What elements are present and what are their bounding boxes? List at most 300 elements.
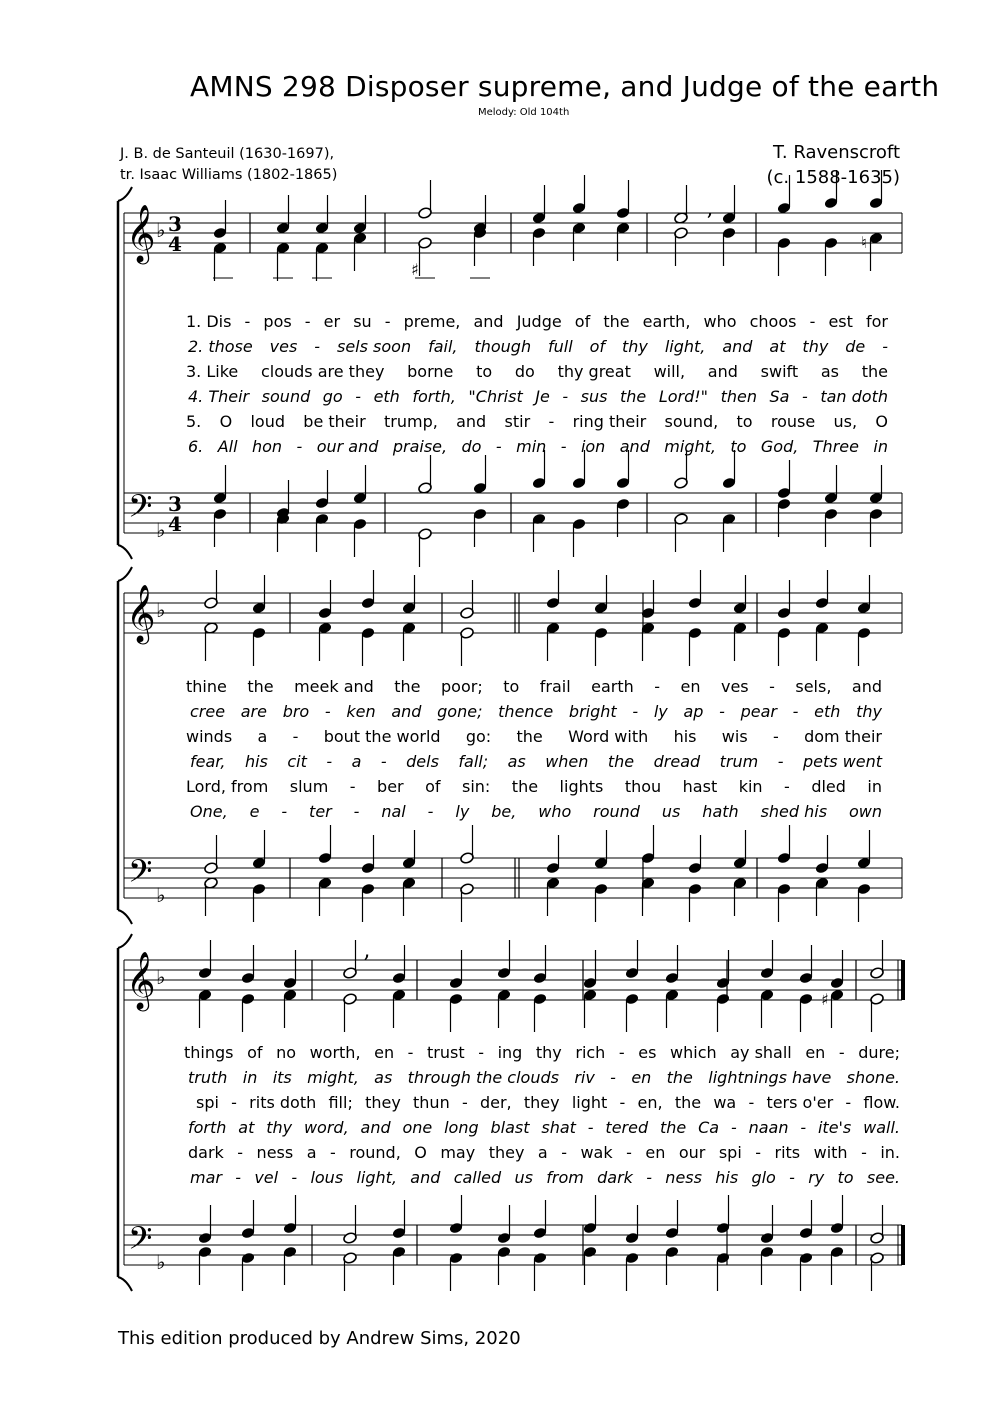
edition-footer: This edition produced by Andrew Sims, 2020 (118, 1328, 521, 1349)
lyric-syllable: be, (491, 802, 517, 821)
lyric-syllable: flow. (863, 1093, 900, 1112)
lyric-syllable: - (646, 1168, 652, 1187)
system-2-bracket-top (118, 567, 132, 581)
lyric-syllable: eth (814, 702, 841, 721)
lyric-syllable: - (800, 1118, 807, 1137)
system-3-bass-clef-icon: 𝄢 (128, 1220, 153, 1264)
lyric-syllable: God, (760, 437, 799, 456)
lyric-syllable: sound (261, 387, 311, 406)
lyric-syllable: sels, (795, 677, 832, 696)
lyric-syllable: light, (356, 1168, 397, 1187)
lyric-syllable: ness (665, 1168, 702, 1187)
lyric-syllable: light (571, 1093, 608, 1112)
lyric-syllable: - (784, 777, 790, 796)
lyric-syllable: wa (713, 1093, 737, 1112)
lyric-syllable: - (792, 702, 799, 721)
lyric-syllable: thence (498, 702, 554, 721)
lyric-syllable: cit (287, 752, 307, 771)
lyric-syllable: - (772, 727, 779, 746)
lyric-syllable: glo (751, 1168, 776, 1187)
lyric-syllable: - (882, 337, 888, 356)
lyric-syllable: wall. (863, 1118, 900, 1137)
lyric-syllable: his (673, 727, 697, 746)
lyric-syllable: pear (740, 702, 777, 721)
lyric-syllable: - (809, 312, 816, 331)
lyric-syllable: Ca (698, 1118, 720, 1137)
lyric-syllable: ite's (817, 1118, 852, 1137)
lyric-syllable: lous (310, 1168, 344, 1187)
lyric-syllable: - (329, 1143, 336, 1162)
lyric-syllable: are (240, 702, 267, 721)
lyric-syllable: - (355, 387, 362, 406)
lyric-syllable: - (384, 312, 391, 331)
lyric-syllable: 1. Dis (186, 312, 232, 331)
lyric-syllable: and (473, 312, 504, 331)
lyric-syllable: thy (802, 337, 829, 356)
lyric-syllable: when (545, 752, 589, 771)
system-2-bracket-bottom (118, 910, 132, 924)
system-3-bass-final-thick (901, 1225, 905, 1265)
lyric-syllable: shat (541, 1118, 576, 1137)
lyric-syllable: sound, (664, 412, 719, 431)
lyric-syllable: his (244, 752, 268, 771)
natural-icon: ♮ (861, 233, 867, 252)
lyric-syllable: - (495, 437, 502, 456)
lyric-syllable: frail (539, 677, 571, 696)
lyric-syllable: our and (316, 437, 379, 456)
lyric-syllable: worth, (309, 1043, 361, 1062)
lyric-syllable: en (631, 1068, 652, 1087)
system-1-bracket-top (118, 187, 132, 201)
lyric-syllable: en, (637, 1093, 663, 1112)
system-1-treble-key-flat-icon: ♭ (156, 218, 166, 242)
lyric-syllable: 4. Their (188, 387, 250, 406)
system-2-bass-clef-icon: 𝄢 (128, 853, 153, 897)
lyric-syllable: Sa (769, 387, 790, 406)
lyric-syllable: will, (653, 362, 686, 381)
lyric-syllable: - (304, 312, 311, 331)
lyric-syllable: - (777, 752, 784, 771)
lyric-syllable: his (715, 1168, 739, 1187)
lyric-syllable: - (619, 1093, 626, 1112)
lyric-syllable: dels (406, 752, 439, 771)
lyric-syllable: the (394, 677, 421, 696)
lyric-syllable: word, (303, 1118, 349, 1137)
lyric-syllable: - (654, 677, 661, 696)
lyric-syllable: and (391, 702, 422, 721)
lyric-syllable: its (272, 1068, 292, 1087)
lyric-syllable: blast (490, 1118, 530, 1137)
lyric-syllable: er (323, 312, 341, 331)
lyric-syllable: pets went (802, 752, 882, 771)
lyric-syllable: do (461, 437, 482, 456)
lyric-syllable: and (722, 337, 753, 356)
lyric-syllable: - (353, 802, 360, 821)
lyric-syllable: the (861, 362, 888, 381)
lyric-syllable: us (514, 1168, 533, 1187)
lyric-syllable: may (440, 1143, 476, 1162)
lyric-syllable: hast (682, 777, 718, 796)
lyric-syllable: might, (664, 437, 716, 456)
lyric-syllable: in. (880, 1143, 900, 1162)
lyric-syllable: do (514, 362, 535, 381)
breath-mark-icon: ’ (706, 210, 713, 235)
lyric-syllable: though (474, 337, 532, 356)
lyric-syllable: 3. Like (186, 362, 239, 381)
lyric-syllable: ness (256, 1143, 294, 1162)
lyric-syllable: truth (188, 1068, 228, 1087)
lyric-syllable: - (324, 702, 331, 721)
lyric-syllable: ters o'er (766, 1093, 834, 1112)
system-1-bass-clef-icon: 𝄢 (128, 488, 153, 532)
lyric-syllable: pos (263, 312, 292, 331)
lyric-syllable: the (674, 1093, 702, 1112)
lyric-syllable: "Christ (468, 387, 523, 406)
lyric-syllable: a (351, 752, 362, 771)
lyric-syllable: 2. those (188, 337, 253, 356)
lyric-syllable: en (645, 1143, 666, 1162)
lyric-syllable: Lord!" (658, 387, 709, 406)
lyric-syllable: ly (455, 802, 470, 821)
lyric-syllable: thine (186, 677, 227, 696)
lyric-syllable: bout the world (323, 727, 441, 746)
lyric-syllable: swift (760, 362, 799, 381)
lyric-syllable: no (276, 1043, 296, 1062)
lyric-syllable: fear, (190, 752, 226, 771)
lyric-syllable: vel (254, 1168, 279, 1187)
lyric-syllable: of (425, 777, 441, 796)
lyric-syllable: sin: (462, 777, 491, 796)
lyric-syllable: light, (664, 337, 706, 356)
lyric-syllable: with (813, 1143, 848, 1162)
lyric-syllable: tan doth (820, 387, 888, 406)
lyric-syllable: thy (535, 1043, 562, 1062)
lyric-syllable: sus (580, 387, 608, 406)
lyric-syllable: might, (307, 1068, 359, 1087)
system-3-bracket-bottom (118, 1277, 132, 1291)
lyric-syllable: and (851, 677, 882, 696)
lyric-syllable: and (707, 362, 738, 381)
lyric-syllable: - (730, 1118, 737, 1137)
lyric-syllable: as (507, 752, 526, 771)
lyric-syllable: borne (407, 362, 454, 381)
lyric-syllable: One, (190, 802, 228, 821)
lyric-syllable: to (736, 412, 753, 431)
lyric-syllable: rouse (770, 412, 816, 431)
lyric-syllable: min (516, 437, 547, 456)
lyric-syllable: - (235, 1168, 242, 1187)
lyric-syllable: to (730, 437, 747, 456)
lyric-syllable: der, (479, 1093, 512, 1112)
lyric-syllable: clouds are they (260, 362, 385, 381)
lyric-syllable: they (488, 1143, 525, 1162)
hymn-title: AMNS 298 Disposer supreme, and Judge of the earth (190, 70, 940, 103)
lyric-syllable: riv (574, 1068, 595, 1087)
lyric-syllable: our (678, 1143, 706, 1162)
lyric-syllable: slum (289, 777, 329, 796)
lyric-syllable: the (516, 727, 543, 746)
lyric-syllable: in (867, 777, 882, 796)
system-2-bass-key-flat-icon: ♭ (156, 883, 166, 907)
lyric-syllable: All (217, 437, 238, 456)
lyric-syllable: one (402, 1118, 433, 1137)
lyric-syllable: spi (196, 1093, 219, 1112)
lyric-syllable: through the clouds (407, 1068, 559, 1087)
lyric-syllable: and (410, 1168, 441, 1187)
lyric-syllable: the (620, 387, 647, 406)
lyric-syllable: to (503, 677, 520, 696)
lyric-syllable: - (244, 312, 251, 331)
system-3-bass-key-flat-icon: ♭ (156, 1250, 166, 1274)
lyric-syllable: ay shall (730, 1043, 792, 1062)
lyric-syllable: naan (748, 1118, 789, 1137)
melody-name: Melody: Old 104th (478, 107, 570, 118)
lyric-syllable: Je (535, 387, 550, 406)
lyric-syllable: at (769, 337, 786, 356)
lyric-syllable: thun (413, 1093, 450, 1112)
lyric-syllable: hon (251, 437, 283, 456)
lyric-syllable: as (374, 1068, 393, 1087)
lyric-syllable: hath (702, 802, 739, 821)
lyric-syllable: O (414, 1143, 427, 1162)
lyric-syllable: - (314, 337, 321, 356)
lyric-syllable: - (769, 677, 775, 696)
lyric-syllable: rich (575, 1043, 606, 1062)
lyric-syllable: es (638, 1043, 657, 1062)
lyric-syllable: who (538, 802, 572, 821)
lyric-syllable: the (607, 752, 635, 771)
system-1-bass-key-flat-icon: ♭ (156, 518, 166, 542)
lyric-syllable: full (548, 337, 573, 356)
lyric-syllable: - (561, 1143, 567, 1162)
lyric-syllable: us (661, 802, 681, 821)
lyric-syllable: - (802, 387, 808, 406)
lyric-syllable: dark (188, 1143, 224, 1162)
lyric-syllable: of (574, 312, 591, 331)
lyric-syllable: - (548, 412, 555, 431)
lyric-syllable: rits (774, 1143, 801, 1162)
system-1-treble-clef-icon: 𝄞 (126, 204, 156, 262)
lyric-syllable: shed his (760, 802, 828, 821)
lyric-syllable: stir (504, 412, 531, 431)
lyric-syllable: poor; (441, 677, 483, 696)
lyric-syllable: long (444, 1118, 479, 1137)
lyric-syllable: loud (250, 412, 285, 431)
lyric-syllable: trump, (383, 412, 438, 431)
lyric-syllable: a (257, 727, 268, 746)
lyric-syllable: preme, (403, 312, 461, 331)
lyric-syllable: thou (624, 777, 662, 796)
lyric-syllable: - (296, 437, 303, 456)
lyric-syllable: sels soon (337, 337, 412, 356)
lyric-syllable: dom their (804, 727, 882, 746)
lyric-syllable: wis (721, 727, 748, 746)
lyric-syllable: - (237, 1143, 244, 1162)
lyric-syllable: lightnings have (708, 1068, 832, 1087)
lyric-syllable: - (838, 1043, 845, 1062)
lyric-syllable: en (680, 677, 701, 696)
lyric-syllable: in (242, 1068, 258, 1087)
lyric-syllable: trum (719, 752, 759, 771)
lyric-syllable: and (360, 1118, 391, 1137)
lyric-syllable: the (666, 1068, 693, 1087)
system-2-treble-clef-icon: 𝄞 (126, 584, 156, 642)
lyric-syllable: bro (282, 702, 310, 721)
lyric-syllable: ion (580, 437, 606, 456)
lyric-syllable: of (247, 1043, 263, 1062)
lyric-syllable: - (562, 387, 569, 406)
lyric-syllable: things (184, 1043, 234, 1062)
lyric-syllable: gone; (437, 702, 483, 721)
lyric-syllable: winds (186, 727, 233, 746)
lyric-syllable: - (861, 1143, 867, 1162)
lyric-syllable: - (292, 727, 299, 746)
lyric-syllable: the (247, 677, 274, 696)
lyric-syllable: from (546, 1168, 584, 1187)
system-1-treble-time-top: 3 (168, 212, 182, 236)
lyric-syllable: - (587, 1118, 594, 1137)
lyric-syllable: mar (190, 1168, 222, 1187)
lyric-syllable: shone. (846, 1068, 900, 1087)
lyric-syllable: dread (653, 752, 701, 771)
lyric-syllable: - (461, 1093, 468, 1112)
sharp-icon: ♯ (821, 990, 829, 1009)
lyric-syllable: dled (811, 777, 846, 796)
system-1-bass-time-bottom: 4 (168, 512, 182, 536)
lyric-syllable: de (845, 337, 866, 356)
lyric-syllable: a (537, 1143, 548, 1162)
lyric-syllable: O (875, 412, 888, 431)
lyric-syllable: of (589, 337, 606, 356)
lyric-syllable: called (453, 1168, 502, 1187)
lyric-syllable: ly (653, 702, 668, 721)
lyric-syllable: be their (303, 412, 366, 431)
lyric-syllable: a (306, 1143, 317, 1162)
lyric-syllable: to (837, 1168, 854, 1187)
lyric-syllable: dure; (858, 1043, 900, 1062)
lyric-syllable: the (511, 777, 539, 796)
lyric-syllable: see. (866, 1168, 900, 1187)
system-1-bass-time-top: 3 (168, 492, 182, 516)
lyric-syllable: lights (559, 777, 604, 796)
lyric-syllable: ber (377, 777, 404, 796)
lyric-syllable: to (476, 362, 493, 381)
lyric-syllable: thy (856, 702, 882, 721)
system-3-treble-key-flat-icon: ♭ (156, 965, 166, 989)
lyric-syllable: - (291, 1168, 298, 1187)
words-credit-translator: tr. Isaac Williams (1802-1865) (120, 167, 338, 183)
lyric-syllable: which (670, 1043, 717, 1062)
lyric-syllable: tered (605, 1118, 649, 1137)
lyric-syllable: earth (591, 677, 634, 696)
lyric-syllable: praise, (392, 437, 448, 456)
lyric-syllable: - (789, 1168, 795, 1187)
lyric-syllable: en (374, 1043, 395, 1062)
lyric-syllable: wak (580, 1143, 613, 1162)
lyric-syllable: they (365, 1093, 401, 1112)
lyric-syllable: forth (188, 1118, 227, 1137)
lyric-syllable: who (703, 312, 737, 331)
lyric-syllable: kin (738, 777, 763, 796)
lyric-syllable: - (380, 752, 387, 771)
lyric-syllable: - (755, 1143, 762, 1162)
system-1-treble-time-bottom: 4 (168, 232, 182, 256)
lyric-syllable: forth, (412, 387, 456, 406)
lyric-syllable: - (719, 702, 725, 721)
lyric-syllable: - (407, 1043, 414, 1062)
lyric-syllable: est (828, 312, 853, 331)
system-3-treble-clef-icon: 𝄞 (126, 951, 156, 1009)
lyric-syllable: Three (812, 437, 859, 456)
lyric-syllable: fail, (428, 337, 458, 356)
lyric-syllable: fill; (328, 1093, 353, 1112)
lyric-syllable: ves (269, 337, 298, 356)
system-3-bracket-top (118, 934, 132, 948)
lyric-syllable: en (805, 1043, 826, 1062)
lyric-syllable: eth (373, 387, 400, 406)
lyric-syllable: for (866, 312, 888, 331)
lyric-syllable: e (249, 802, 260, 821)
lyric-syllable: they (523, 1093, 560, 1112)
lyric-syllable: round, (349, 1143, 401, 1162)
lyric-syllable: us, (833, 412, 858, 431)
lyric-syllable: - (231, 1093, 237, 1112)
lyric-syllable: go (322, 387, 343, 406)
lyric-syllable: O (219, 412, 233, 431)
lyric-syllable: earth, (642, 312, 691, 331)
lyric-syllable: trust (427, 1043, 465, 1062)
lyric-syllable: su (353, 312, 372, 331)
lyric-syllable: rits doth (249, 1093, 317, 1112)
lyric-syllable: Judge (516, 312, 562, 331)
lyric-syllable: and (456, 412, 487, 431)
lyric-syllable: meek and (294, 677, 374, 696)
lyric-syllable: ring their (572, 412, 647, 431)
lyric-syllable: bright (568, 702, 617, 721)
lyric-syllable: as (820, 362, 839, 381)
lyric-syllable: and (619, 437, 650, 456)
system-1-bracket-bottom (118, 545, 132, 559)
system-3-treble-final-thick (901, 960, 905, 1000)
lyric-syllable: thy (622, 337, 648, 356)
lyric-syllable: - (626, 1143, 632, 1162)
system-2-treble-key-flat-icon: ♭ (156, 598, 166, 622)
lyric-syllable: Word with (568, 727, 649, 746)
lyric-syllable: thy great (557, 362, 631, 381)
lyric-syllable: choos (749, 312, 797, 331)
lyric-syllable: cree (190, 702, 226, 721)
lyric-syllable: go: (465, 727, 492, 746)
lyric-syllable: the (659, 1118, 687, 1137)
lyric-syllable: - (349, 777, 356, 796)
lyric-syllable: - (618, 1043, 625, 1062)
lyric-syllable: - (560, 437, 567, 456)
lyric-syllable: - (610, 1068, 616, 1087)
lyric-syllable: 5. (186, 412, 202, 431)
lyric-syllable: ry (808, 1168, 825, 1187)
lyric-syllable: ter (309, 802, 332, 821)
lyric-syllable: 6. (188, 437, 204, 456)
lyric-syllable: nal (381, 802, 406, 821)
lyric-syllable: fall; (458, 752, 489, 771)
lyric-syllable: - (478, 1043, 484, 1062)
lyric-syllable: spi (718, 1143, 742, 1162)
lyric-syllable: Lord, from (186, 777, 269, 796)
lyric-syllable: own (848, 802, 882, 821)
lyric-syllable: then (720, 387, 757, 406)
lyric-syllable: at (238, 1118, 255, 1137)
breath-mark-icon: ’ (363, 952, 370, 977)
